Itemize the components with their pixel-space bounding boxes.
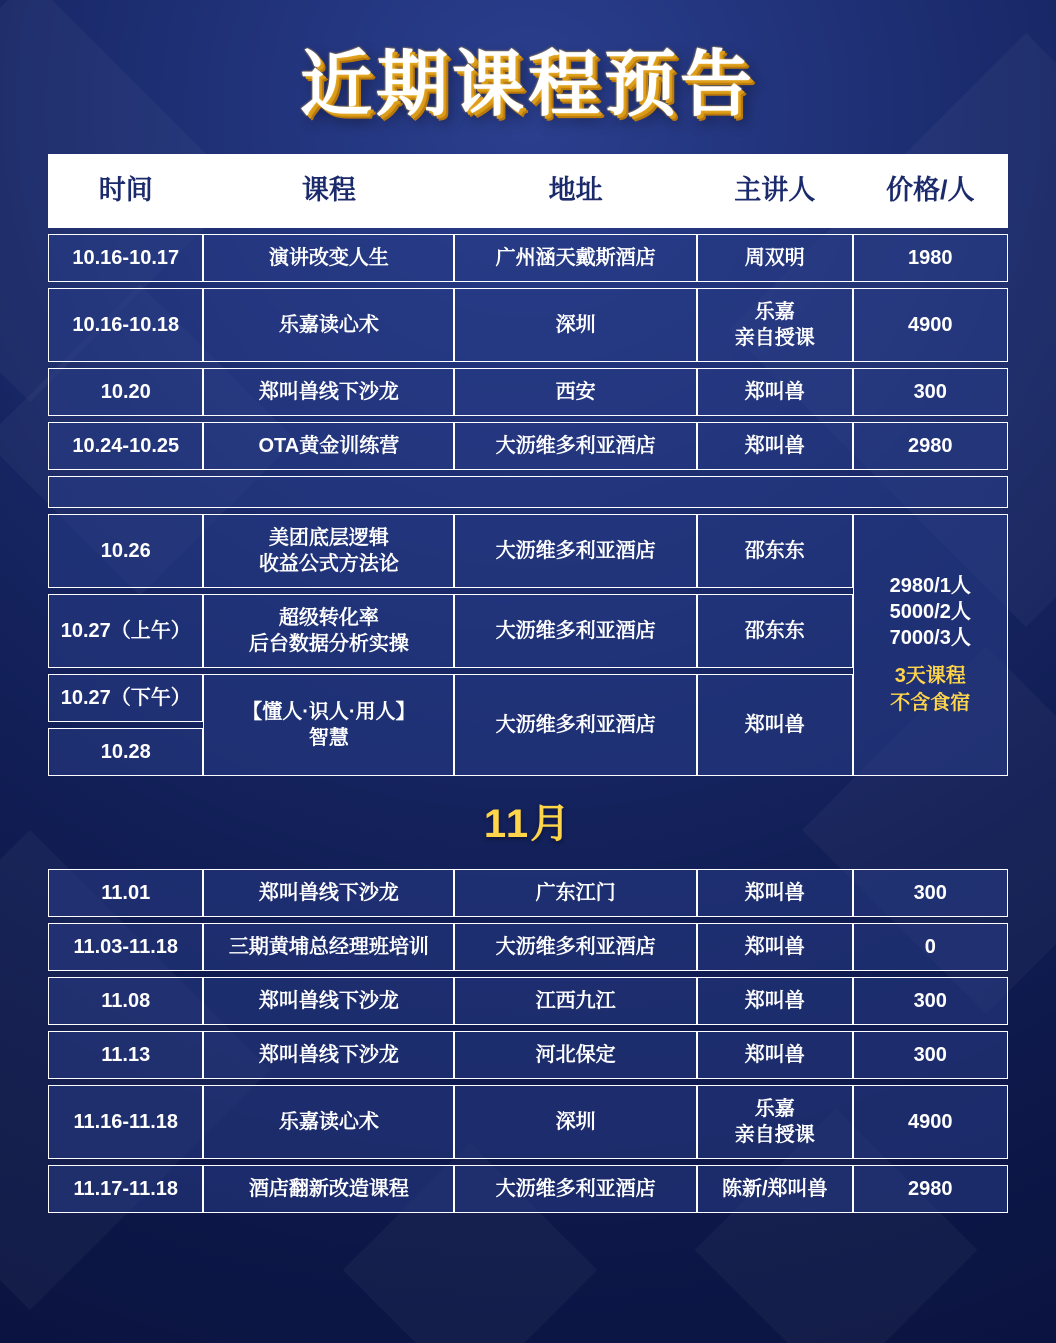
cell-price: 300 bbox=[853, 869, 1009, 917]
cell-course: 演讲改变人生 bbox=[203, 234, 454, 282]
cell-price: 4900 bbox=[853, 288, 1009, 362]
table-header-row bbox=[48, 154, 1008, 228]
page-title: 近期课程预告 bbox=[300, 26, 756, 130]
cell-time: 11.01 bbox=[48, 869, 203, 917]
cell-course: OTA黄金训练营 bbox=[203, 422, 454, 470]
cell-address: 大沥维多利亚酒店 bbox=[454, 674, 697, 776]
table-row bbox=[48, 422, 1008, 470]
title-container bbox=[48, 0, 1008, 148]
cell-price-merged bbox=[853, 514, 1009, 776]
month-heading-november: 11月 bbox=[483, 802, 573, 846]
cell-host: 郑叫兽 bbox=[697, 1031, 852, 1079]
cell-price: 2980 bbox=[853, 1165, 1009, 1213]
cell-address: 大沥维多利亚酒店 bbox=[454, 923, 697, 971]
cell-address: 广州涵天戴斯酒店 bbox=[454, 234, 697, 282]
cell-address: 深圳 bbox=[454, 288, 697, 362]
cell-host: 乐嘉 亲自授课 bbox=[697, 1085, 852, 1159]
cell-host: 周双明 bbox=[697, 234, 852, 282]
cell-course: 美团底层逻辑 收益公式方法论 bbox=[203, 514, 454, 588]
table-row bbox=[48, 368, 1008, 416]
table-row bbox=[48, 977, 1008, 1025]
cell-host: 乐嘉 亲自授课 bbox=[697, 288, 852, 362]
cell-price: 300 bbox=[853, 1031, 1009, 1079]
cell-time: 11.13 bbox=[48, 1031, 203, 1079]
cell-host: 郑叫兽 bbox=[697, 977, 852, 1025]
column-header-host: 主讲人 bbox=[697, 154, 852, 228]
cell-host: 陈新/郑叫兽 bbox=[697, 1165, 852, 1213]
table-row bbox=[48, 1031, 1008, 1079]
cell-host: 郑叫兽 bbox=[697, 422, 852, 470]
cell-course: 郑叫兽线下沙龙 bbox=[203, 368, 454, 416]
cell-course: 乐嘉读心术 bbox=[203, 1085, 454, 1159]
price-line: 7000/3人 bbox=[889, 627, 971, 649]
cell-address: 大沥维多利亚酒店 bbox=[454, 1165, 697, 1213]
column-header-course: 课程 bbox=[203, 154, 454, 228]
cell-host: 郑叫兽 bbox=[697, 368, 852, 416]
table-row bbox=[48, 234, 1008, 282]
cell-course: 郑叫兽线下沙龙 bbox=[203, 1031, 454, 1079]
schedule-table-october bbox=[48, 148, 1008, 782]
table-row bbox=[48, 1085, 1008, 1159]
table-row bbox=[48, 923, 1008, 971]
cell-price: 2980 bbox=[853, 422, 1009, 470]
cell-host: 邵东东 bbox=[697, 514, 852, 588]
price-line: 5000/2人 bbox=[889, 601, 971, 623]
cell-price: 300 bbox=[853, 977, 1009, 1025]
cell-time: 10.28 bbox=[48, 728, 203, 776]
price-note: 3天课程 不含食宿 bbox=[890, 665, 971, 714]
column-header-address: 地址 bbox=[454, 154, 697, 228]
table-row bbox=[48, 514, 1008, 588]
cell-time: 10.20 bbox=[48, 368, 203, 416]
cell-course: 【懂人·识人·用人】 智慧 bbox=[203, 674, 454, 776]
cell-address: 河北保定 bbox=[454, 1031, 697, 1079]
cell-address: 大沥维多利亚酒店 bbox=[454, 422, 697, 470]
cell-course: 郑叫兽线下沙龙 bbox=[203, 869, 454, 917]
price-line: 2980/1人 bbox=[889, 575, 971, 597]
cell-time: 10.16-10.18 bbox=[48, 288, 203, 362]
cell-address: 西安 bbox=[454, 368, 697, 416]
cell-address: 广东江门 bbox=[454, 869, 697, 917]
cell-course: 郑叫兽线下沙龙 bbox=[203, 977, 454, 1025]
column-header-price: 价格/人 bbox=[853, 154, 1009, 228]
cell-time: 10.27（上午） bbox=[48, 594, 203, 668]
cell-time: 10.27（下午） bbox=[48, 674, 203, 722]
cell-time: 10.24-10.25 bbox=[48, 422, 203, 470]
cell-course: 三期黄埔总经理班培训 bbox=[203, 923, 454, 971]
table-row bbox=[48, 288, 1008, 362]
table-row bbox=[48, 1165, 1008, 1213]
cell-time: 11.08 bbox=[48, 977, 203, 1025]
cell-address: 大沥维多利亚酒店 bbox=[454, 514, 697, 588]
cell-address: 江西九江 bbox=[454, 977, 697, 1025]
cell-time: 11.03-11.18 bbox=[48, 923, 203, 971]
cell-course: 酒店翻新改造课程 bbox=[203, 1165, 454, 1213]
cell-address: 大沥维多利亚酒店 bbox=[454, 594, 697, 668]
cell-host: 郑叫兽 bbox=[697, 674, 852, 776]
cell-time: 11.16-11.18 bbox=[48, 1085, 203, 1159]
table-row bbox=[48, 869, 1008, 917]
cell-price: 4900 bbox=[853, 1085, 1009, 1159]
cell-host: 郑叫兽 bbox=[697, 923, 852, 971]
row-spacer bbox=[48, 476, 1008, 508]
cell-time: 10.16-10.17 bbox=[48, 234, 203, 282]
cell-price: 0 bbox=[853, 923, 1009, 971]
schedule-table-november bbox=[48, 863, 1008, 1219]
cell-price: 300 bbox=[853, 368, 1009, 416]
cell-price: 1980 bbox=[853, 234, 1009, 282]
cell-host: 郑叫兽 bbox=[697, 869, 852, 917]
cell-time: 10.26 bbox=[48, 514, 203, 588]
cell-host: 邵东东 bbox=[697, 594, 852, 668]
cell-time: 11.17-11.18 bbox=[48, 1165, 203, 1213]
cell-course: 超级转化率 后台数据分析实操 bbox=[203, 594, 454, 668]
column-header-time: 时间 bbox=[48, 154, 203, 228]
cell-course: 乐嘉读心术 bbox=[203, 288, 454, 362]
cell-address: 深圳 bbox=[454, 1085, 697, 1159]
